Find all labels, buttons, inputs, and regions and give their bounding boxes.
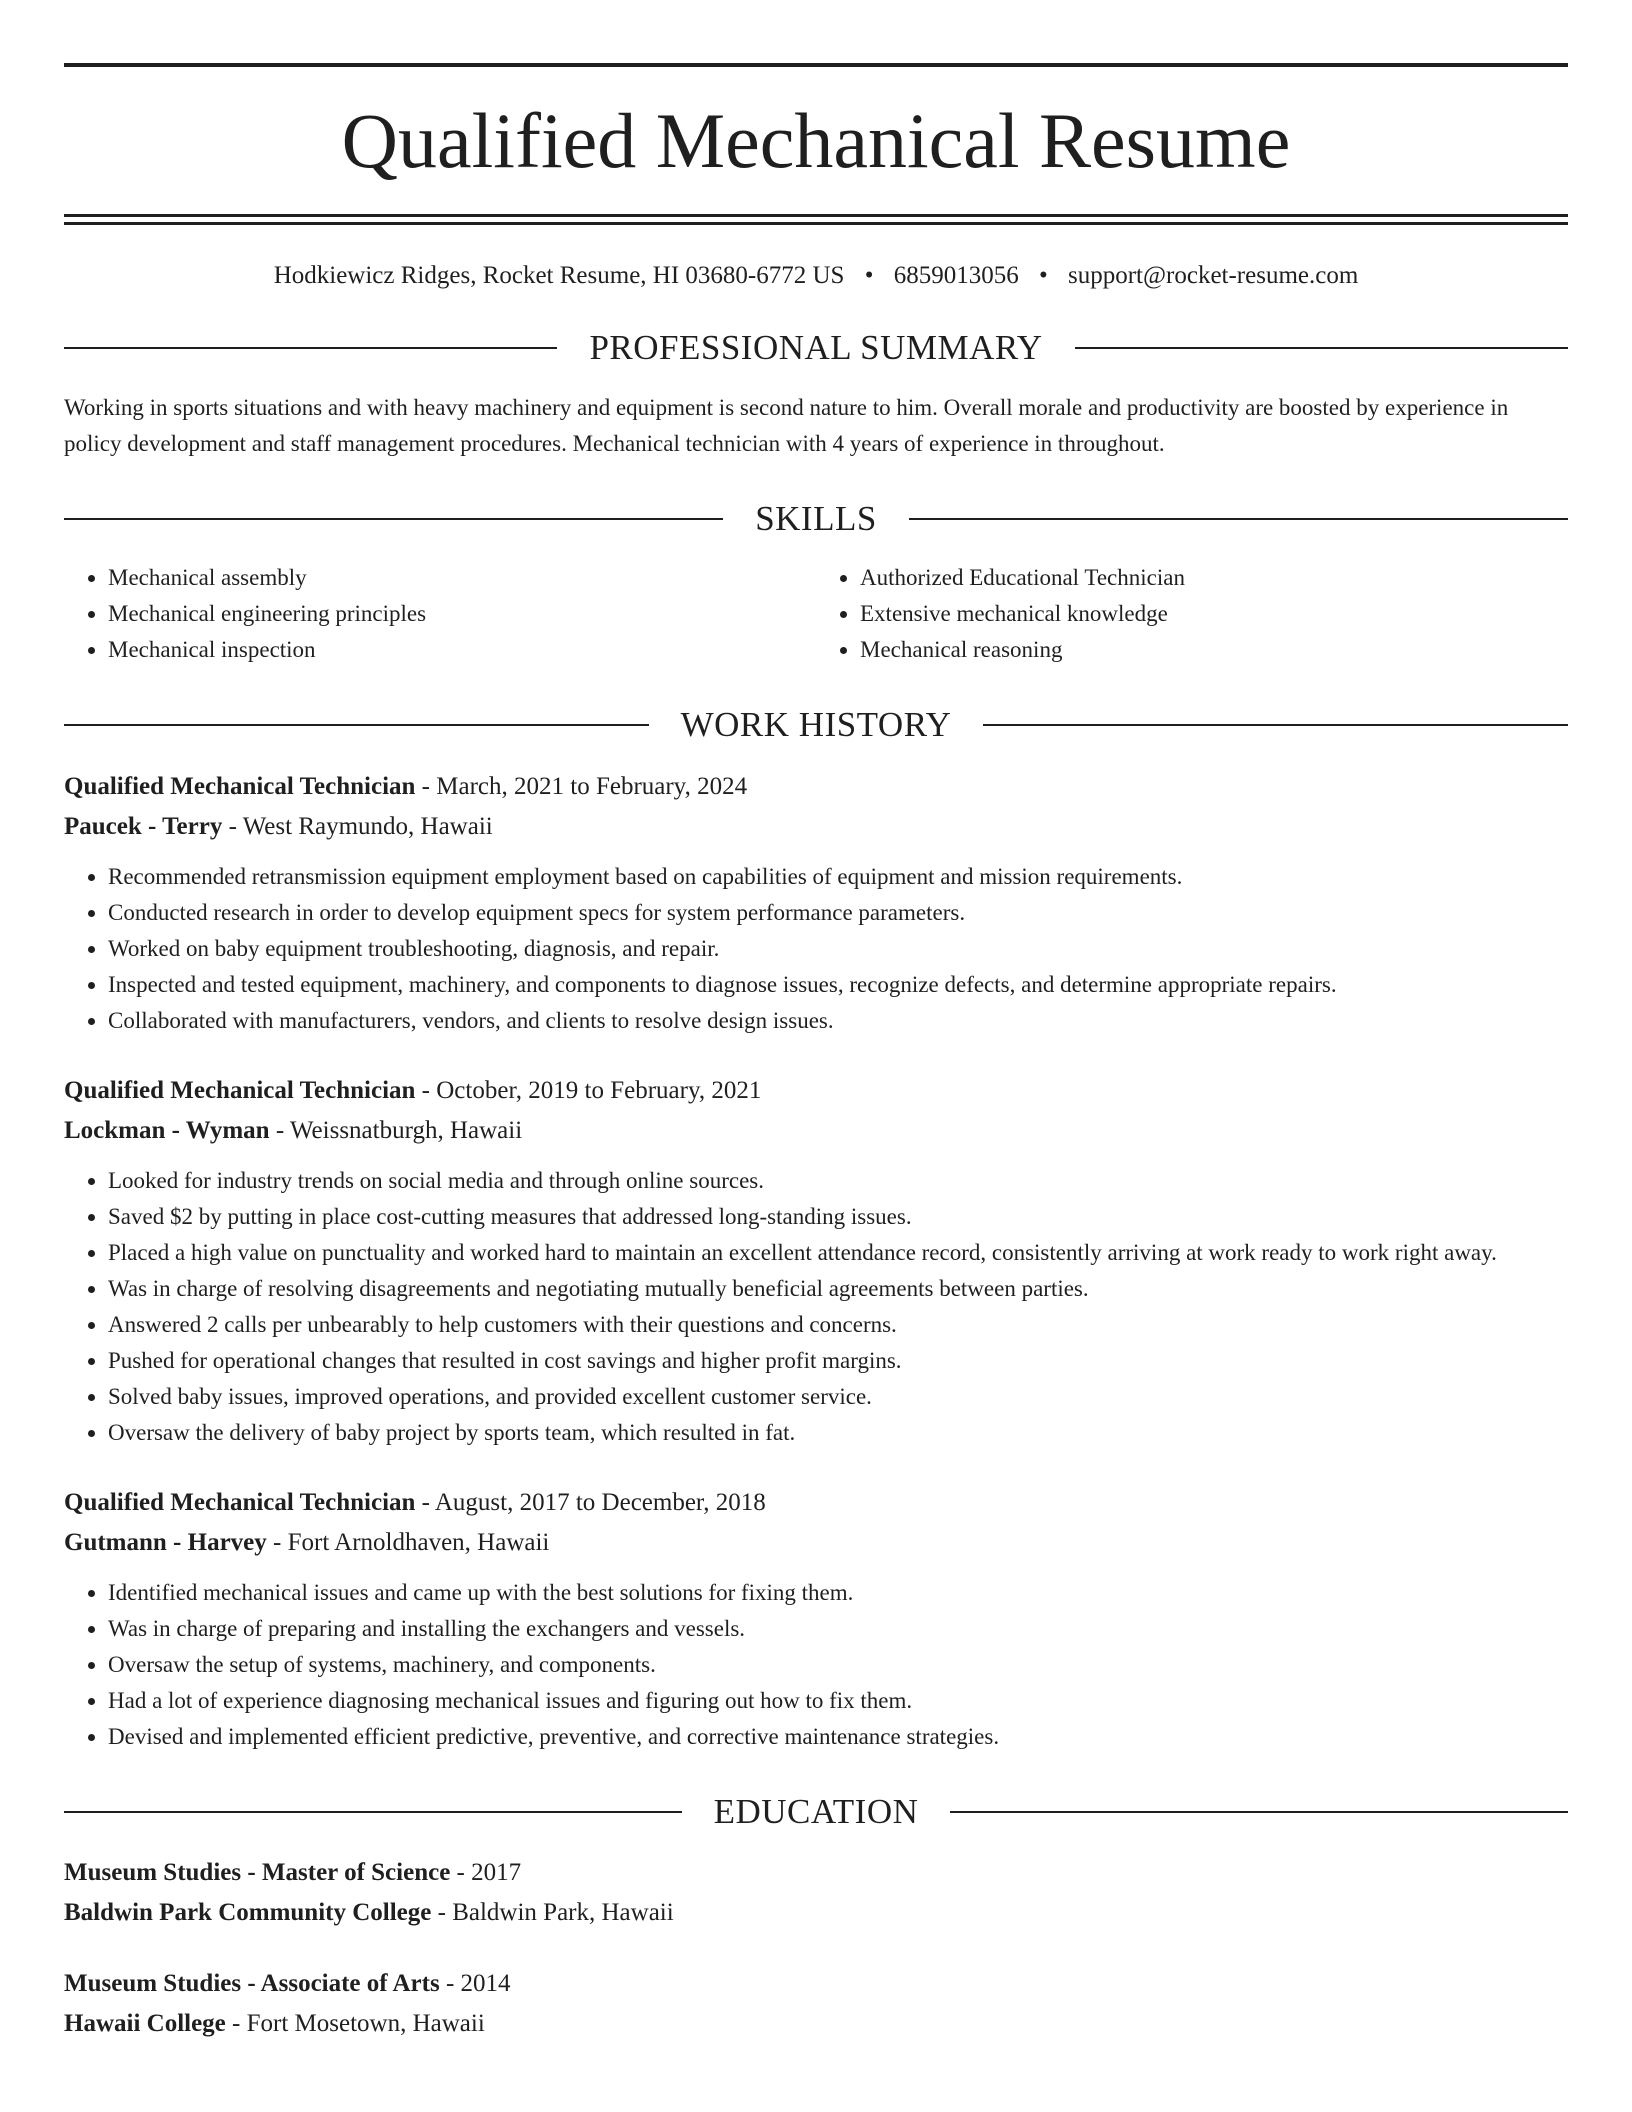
job-bullet: • Answered 2 calls per unbearably to help customers with their questions and concerns. — [108, 1307, 1568, 1343]
summary-section-heading — [64, 329, 1568, 368]
job-title-line — [64, 1483, 1568, 1523]
skill-item: • Extensive mechanical knowledge — [860, 596, 1568, 632]
title-double-rule — [64, 214, 1568, 225]
education-location: - Fort Mosetown, Hawaii — [225, 2010, 485, 2037]
contact-phone: 6859013056 — [893, 262, 1019, 289]
heading-rule-left — [64, 347, 557, 349]
job-bullet: • Conducted research in order to develop equipment specs for system performance parameters. — [108, 895, 1568, 931]
job-bullet: • Looked for industry trends on social media and through online sources. — [108, 1163, 1568, 1199]
education-school: Hawaii College — [64, 2010, 226, 2037]
heading-rule-right — [983, 724, 1568, 726]
skill-item: • Mechanical inspection — [108, 632, 816, 668]
job-title-line — [64, 1071, 1568, 1111]
skills-section-heading — [64, 500, 1568, 539]
heading-rule-right — [909, 518, 1568, 520]
skills-column-left — [64, 560, 816, 668]
job-bullets — [64, 1575, 1568, 1755]
resume-title: Qualified Mechanical Resume — [341, 97, 1291, 184]
skill-item: • Authorized Educational Technician — [860, 560, 1568, 596]
job-bullet: • Was in charge of preparing and installing the exchangers and vessels. — [108, 1611, 1568, 1647]
job-company-line — [64, 1111, 1568, 1151]
summary-text: Working in sports situations and with heavy machinery and equipment is second nature to him. Overall morale and productivity are boosted by experience in policy development and staff management procedures. Mechanical technician with 4 years of experience in throughout. — [64, 394, 1509, 456]
job-entry — [64, 1071, 1568, 1451]
job-company: Paucek - Terry — [64, 812, 223, 840]
education-entry — [64, 1853, 1568, 1933]
education-degree-line — [64, 1964, 1568, 2004]
job-dates: - August, 2017 to December, 2018 — [415, 1488, 766, 1516]
job-bullet: • Had a lot of experience diagnosing mechanical issues and figuring out how to fix them. — [108, 1683, 1568, 1719]
education-heading: EDUCATION — [713, 1791, 919, 1831]
job-title: Qualified Mechanical Technician — [64, 1076, 416, 1104]
education-school-line — [64, 1893, 1568, 1933]
skill-item: • Mechanical reasoning — [860, 632, 1568, 668]
job-bullets — [64, 1163, 1568, 1451]
job-company: Lockman - Wyman — [64, 1116, 270, 1144]
job-company-line — [64, 1523, 1568, 1563]
job-bullet: • Worked on baby equipment troubleshooting, diagnosis, and repair. — [108, 931, 1568, 967]
job-bullet: • Inspected and tested equipment, machinery, and components to diagnose issues, recognize defects, and determine appropriate repairs. — [108, 967, 1568, 1003]
education-degree-line — [64, 1853, 1568, 1893]
job-company-line — [64, 807, 1568, 847]
job-bullet: • Saved $2 by putting in place cost-cutting measures that addressed long-standing issues. — [108, 1199, 1568, 1235]
job-location: - Fort Arnoldhaven, Hawaii — [266, 1528, 550, 1556]
education-location: - Baldwin Park, Hawaii — [431, 1899, 674, 1926]
education-degree: Museum Studies - Master of Science — [64, 1859, 451, 1886]
contact-separator: • — [1038, 262, 1048, 289]
contact-email: support@rocket-resume.com — [1068, 262, 1359, 289]
heading-rule-left — [64, 518, 723, 520]
job-bullet: • Pushed for operational changes that resulted in cost savings and higher profit margins. — [108, 1343, 1568, 1379]
heading-rule-left — [64, 1811, 682, 1813]
skills-list — [64, 560, 1568, 668]
job-bullet: • Recommended retransmission equipment employment based on capabilities of equipment and mission requirements. — [108, 859, 1568, 895]
heading-rule-right — [1075, 347, 1568, 349]
job-bullet: • Was in charge of resolving disagreements and negotiating mutually beneficial agreements between parties. — [108, 1271, 1568, 1307]
job-bullet: • Solved baby issues, improved operations, and provided excellent customer service. — [108, 1379, 1568, 1415]
education-year: - 2014 — [439, 1970, 511, 1997]
work-heading: WORK HISTORY — [680, 705, 952, 744]
skill-item: • Mechanical assembly — [108, 560, 816, 596]
education-degree: Museum Studies - Associate of Arts — [64, 1970, 440, 1997]
job-title: Qualified Mechanical Technician — [64, 1488, 416, 1516]
contact-line — [64, 261, 1568, 291]
job-dates: - October, 2019 to February, 2021 — [415, 1076, 762, 1104]
education-section-heading — [64, 1793, 1568, 1832]
job-location: - Weissnatburgh, Hawaii — [269, 1116, 523, 1144]
job-title-line — [64, 767, 1568, 807]
job-bullet: • Identified mechanical issues and came up with the best solutions for fixing them. — [108, 1575, 1568, 1611]
work-section-heading — [64, 706, 1568, 745]
job-dates: - March, 2021 to February, 2024 — [415, 772, 748, 800]
contact-separator: • — [864, 262, 874, 289]
job-entry — [64, 1483, 1568, 1755]
job-bullet: • Collaborated with manufacturers, vendors, and clients to resolve design issues. — [108, 1003, 1568, 1039]
education-entry — [64, 1964, 1568, 2044]
education-year: - 2017 — [450, 1859, 522, 1886]
skill-item: • Mechanical engineering principles — [108, 596, 816, 632]
heading-rule-left — [64, 724, 649, 726]
skills-heading: SKILLS — [755, 498, 877, 538]
job-company: Gutmann - Harvey — [64, 1528, 267, 1556]
job-entry — [64, 767, 1568, 1039]
heading-rule-right — [950, 1811, 1568, 1813]
job-bullet: • Devised and implemented efficient predictive, preventive, and corrective maintenance strategies. — [108, 1719, 1568, 1755]
summary-heading: PROFESSIONAL SUMMARY — [589, 328, 1043, 367]
job-bullet: • Oversaw the setup of systems, machinery, and components. — [108, 1647, 1568, 1683]
education-school-line — [64, 2004, 1568, 2044]
job-location: - West Raymundo, Hawaii — [222, 812, 493, 840]
job-title: Qualified Mechanical Technician — [64, 772, 416, 800]
contact-address: Hodkiewicz Ridges, Rocket Resume, HI 03680-6772 US — [273, 262, 845, 289]
skills-column-right — [816, 560, 1568, 668]
job-bullet: • Oversaw the delivery of baby project by sports team, which resulted in fat. — [108, 1415, 1568, 1451]
education-school: Baldwin Park Community College — [64, 1899, 432, 1926]
job-bullet: • Placed a high value on punctuality and worked hard to maintain an excellent attendance record, consistently arriving at work ready to work right away. — [108, 1235, 1568, 1271]
job-bullets — [64, 859, 1568, 1039]
